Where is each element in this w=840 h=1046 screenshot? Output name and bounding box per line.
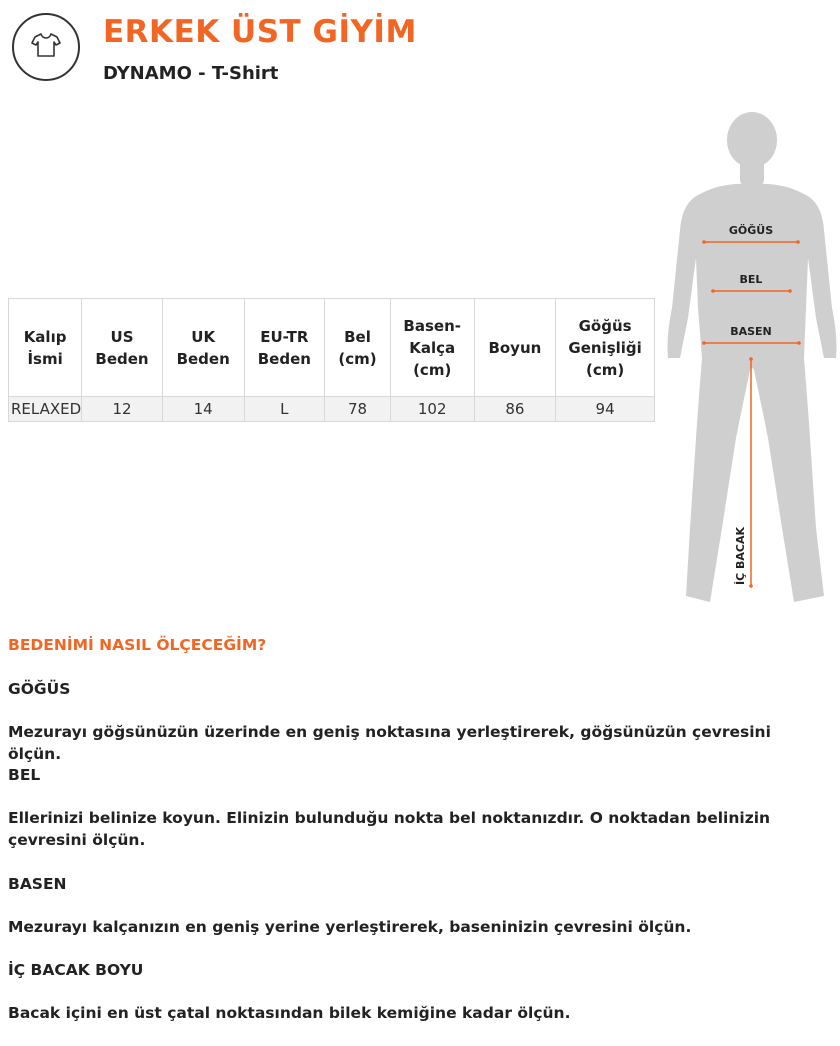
- table-cell: 12: [82, 397, 163, 422]
- section-text-hip: Mezurayı kalçanızın en geniş yerine yerleştirerek, baseninizin çevresini ölçün.: [8, 918, 692, 936]
- section-title-chest: GÖĞÜS: [8, 680, 71, 698]
- section-text-inseam: Bacak içini en üst çatal noktasından bilek kemiğine kadar ölçün.: [8, 1004, 571, 1022]
- table-cell: 86: [474, 397, 556, 422]
- column-header: Kalıp İsmi: [9, 299, 82, 397]
- instructions-heading: BEDENİMİ NASIL ÖLÇECEĞİM?: [8, 636, 267, 654]
- section-title-waist: BEL: [8, 766, 41, 784]
- table-cell: 14: [162, 397, 244, 422]
- tshirt-icon: [31, 32, 61, 62]
- column-header: EU-TR Beden: [244, 299, 325, 397]
- table-row: [9, 397, 655, 422]
- product-subtitle: DYNAMO - T-Shirt: [103, 63, 279, 84]
- inseam-label: İÇ BACAK: [734, 526, 747, 586]
- table-cell: L: [244, 397, 325, 422]
- chest-label: GÖĞÜS: [728, 224, 774, 237]
- column-header: Göğüs Genişliği (cm): [556, 299, 655, 397]
- section-title-hip: BASEN: [8, 875, 67, 893]
- section-text-chest: Mezurayı göğsünüzün üzerinde en geniş noktasına yerleştirerek, göğsünüzün çevresini ölçün.: [8, 723, 771, 763]
- waist-label: BEL: [739, 273, 763, 286]
- column-header: UK Beden: [162, 299, 244, 397]
- table-cell: 102: [390, 397, 474, 422]
- table-cell: 94: [556, 397, 655, 422]
- column-header: US Beden: [82, 299, 163, 397]
- body-silhouette: [668, 112, 837, 602]
- column-header: Boyun: [474, 299, 556, 397]
- page-title: ERKEK ÜST GİYİM: [103, 14, 417, 50]
- column-header: Bel (cm): [325, 299, 391, 397]
- table-cell: RELAXED: [9, 397, 82, 422]
- table-header-row: [9, 299, 655, 397]
- column-header: Basen-Kalça (cm): [390, 299, 474, 397]
- measurement-figure: [662, 108, 840, 608]
- size-table: [8, 298, 655, 422]
- section-text-waist: Ellerinizi belinize koyun. Elinizin bulunduğu nokta bel noktanızdır. O noktadan belinizin çevresini ölçün.: [8, 809, 771, 849]
- section-title-inseam: İÇ BACAK BOYU: [8, 961, 144, 979]
- table-cell: 78: [325, 397, 391, 422]
- logo-badge: [12, 13, 80, 81]
- hip-label: BASEN: [730, 325, 772, 338]
